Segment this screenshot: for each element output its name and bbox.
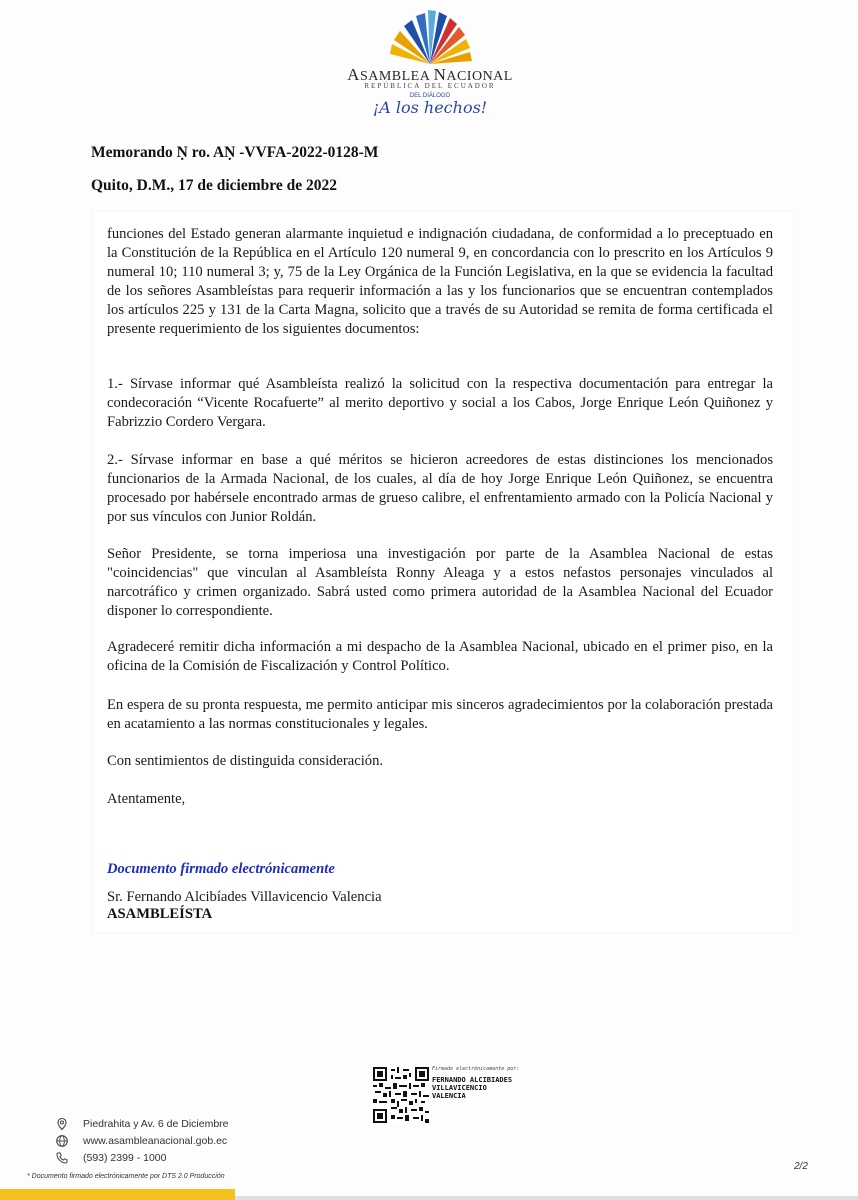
sun-emblem-icon xyxy=(385,8,475,66)
esignature-name xyxy=(432,1076,542,1100)
footer-address-row xyxy=(55,1117,229,1131)
logo-slogan: ¡A los hechos! xyxy=(372,98,488,117)
esignature-name-line: FERNANDO ALCIBIADES xyxy=(432,1076,513,1084)
logo-title: ASAMBLEA NACIONAL xyxy=(347,65,513,84)
salutation: Atentamente, xyxy=(107,791,186,807)
body-paragraph: 2.- Sírvase informar en base a qué méritos se hicieron acreedores de estas distinciones los mencionados funcionarios de la Armada Nacional, de los cuales, al día de hoy Jorge Enrique León Quiñonez, se encuentra procesado por habérsele encontrado armas de grueso calibre, el enfrentamiento armado con la Policía Nacional y por sus vínculos con Junior Roldán. xyxy=(107,452,773,525)
location-icon xyxy=(55,1117,69,1131)
qr-code-icon xyxy=(373,1067,429,1123)
body-paragraph: Agradeceré remitir dicha información a mi despacho de la Asamblea Nacional, ubicado en el primer piso, en la oficina de la Comisión de Fiscalización y Control Político. xyxy=(107,639,773,674)
page-number: 2/2 xyxy=(794,1161,808,1172)
logo-del-dialogo: DEL DIÁLOGO xyxy=(409,93,451,99)
globe-icon xyxy=(55,1134,69,1148)
esignature-name-line: VILLAVICENCIO xyxy=(432,1084,487,1092)
logo-subtitle: REPÚBLICA DEL ECUADOR xyxy=(364,82,496,90)
footer-website-link[interactable]: www.asambleanacional.gob.ec xyxy=(83,1135,228,1147)
signer-role: ASAMBLEÍSTA xyxy=(107,906,213,922)
footer-accent-bar xyxy=(0,1189,235,1200)
esignature-caption: Firmado electrónicamente por: xyxy=(432,1066,520,1072)
body-paragraph: funciones del Estado generan alarmante inquietud e indignación ciudadana, de conformidad a lo preceptuado en la Constitución de la República en el Artículo 120 numeral 9, en concordancia con lo prescrito en los Artículos 9 numeral 10; 110 numeral 3; y, 75 de la Ley Orgánica de la Función Legislativa, en la que se evidencia la facultad de los señores Asambleístas para requerir información a las y los funcionarios que se encuentran contemplados los artículos 225 y 131 de la Carta Magna, solicito que a través de su Autoridad se remita de forma certificada el presente requerimiento de los siguientes documentos: xyxy=(107,226,773,337)
signer-name: Sr. Fernando Alcibíades Villavicencio Valencia xyxy=(107,889,382,905)
footer-phone-row xyxy=(55,1151,166,1165)
asamblea-logo xyxy=(340,8,520,118)
phone-icon xyxy=(55,1151,69,1165)
footer-phone: (593) 2399 - 1000 xyxy=(83,1152,167,1164)
body-paragraph: 1.- Sírvase informar qué Asambleísta realizó la solicitud con la respectiva documentación para entregar la condecoración “Vicente Rocafuerte” al merito deportivo y social a los Cabos, Jorge Enrique León Quiñonez y Fabrizzio Cordero Vergara. xyxy=(107,376,773,430)
body-paragraph: Señor Presidente, se torna imperiosa una investigación por parte de la Asamblea Nacional de estas "coincidencias" que vinculan al Asambleísta Ronny Aleaga y a estos nefastos personajes vinculados al narcotráfico y crimen organizado. Sabrá usted como primera autoridad de la Asamblea Nacional del Ecuador disponer lo correspondiente. xyxy=(107,546,773,619)
signed-electronically-note: Documento firmado electrónicamente xyxy=(107,861,335,877)
footer-address: Piedrahita y Av. 6 de Diciembre xyxy=(83,1118,229,1130)
esignature-name-line: VALENCIA xyxy=(432,1092,466,1100)
memo-number: Memorando Ṇ ro. AṆ -VVFA-2022-0128-M xyxy=(91,144,379,161)
body-paragraph: En espera de su pronta respuesta, me permito anticipar mis sinceros agradecimientos por la colaboración prestada en acatamiento a las normas constitucionales y legales. xyxy=(107,697,773,732)
footer-divider xyxy=(235,1196,858,1200)
memo-date: Quito, D.M., 17 de diciembre de 2022 xyxy=(91,177,337,194)
closing-line: Con sentimientos de distinguida consideración. xyxy=(107,753,384,769)
footer-website-row xyxy=(55,1134,227,1148)
footer-note: * Documento firmado electrónicamente por DTS 2.0 Producción xyxy=(27,1173,225,1180)
